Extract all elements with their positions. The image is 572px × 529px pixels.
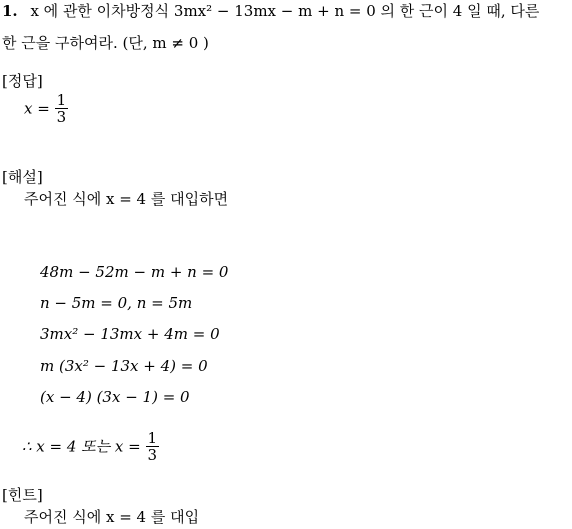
- explanation-conclusion: [22, 430, 159, 463]
- answer-expression: [24, 92, 68, 125]
- conclusion-prefix: ∴ x = 4 또는 x =: [22, 437, 141, 456]
- conclusion-denominator: 3: [147, 446, 158, 464]
- answer-header: [정답]: [2, 72, 43, 90]
- answer-lhs: x =: [24, 99, 50, 118]
- problem-line-2: 한 근을 구하여라. (단, m ≠ 0 ): [2, 34, 209, 52]
- problem-statement: [2, 2, 539, 20]
- explanation-step: m (3x² − 13x + 4) = 0: [40, 357, 208, 375]
- explanation-step: 48m − 52m − m + n = 0: [40, 263, 229, 281]
- answer-denominator: 3: [56, 108, 67, 126]
- conclusion-fraction: [146, 430, 160, 463]
- answer-numerator: 1: [56, 91, 67, 109]
- explanation-header: [해설]: [2, 168, 43, 186]
- explanation-step: n − 5m = 0, n = 5m: [40, 294, 193, 312]
- explanation-intro: 주어진 식에 x = 4 를 대입하면: [24, 190, 229, 208]
- problem-line-1: x 에 관한 이차방정식 3mx² − 13mx − m + n = 0 의 한 근이 4 일 때, 다른: [30, 2, 540, 20]
- hint-text: 주어진 식에 x = 4 를 대입: [24, 508, 200, 526]
- conclusion-numerator: 1: [147, 429, 158, 447]
- hint-header: [힌트]: [2, 486, 43, 504]
- problem-number: 1.: [2, 2, 18, 20]
- explanation-step: 3mx² − 13mx + 4m = 0: [40, 325, 220, 343]
- answer-fraction: [55, 92, 69, 125]
- explanation-step: (x − 4) (3x − 1) = 0: [40, 388, 190, 406]
